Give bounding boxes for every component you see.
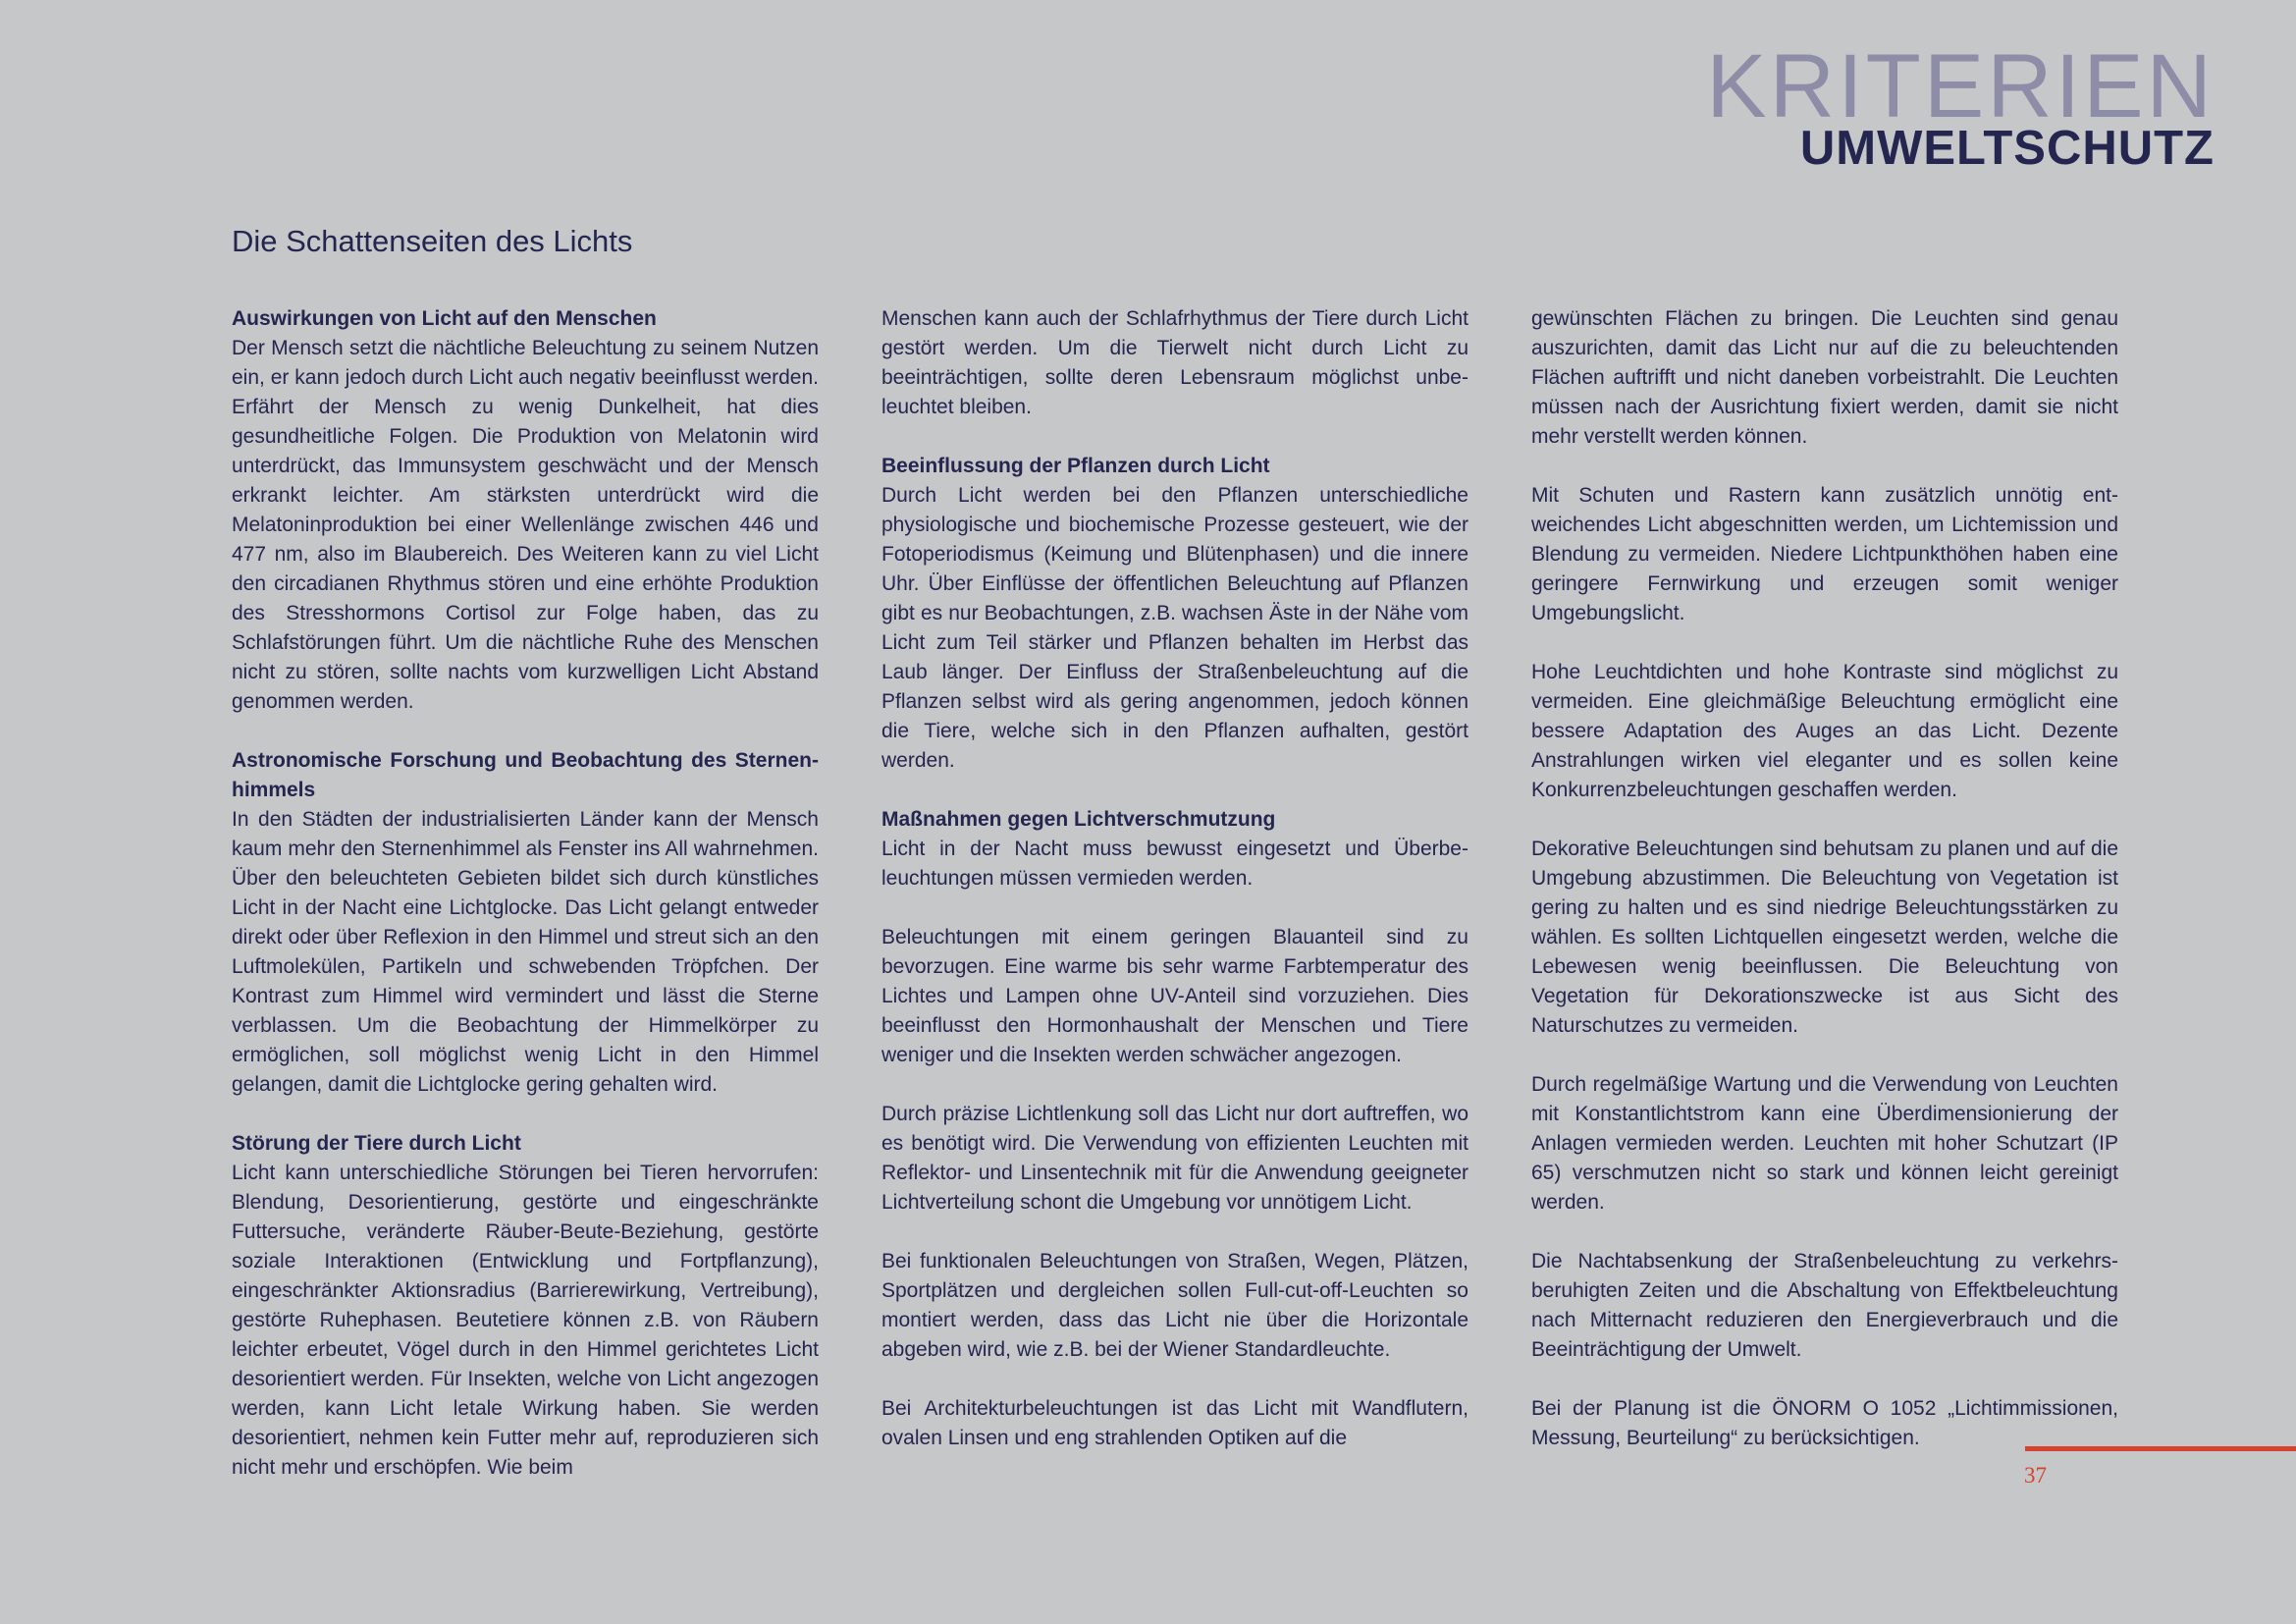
section-heading: Beeinflussung der Pflanzen durch Licht: [881, 455, 1270, 477]
section-heading: Auswirkungen von Licht auf den Menschen: [232, 307, 657, 330]
paragraph-text: Menschen kann auch der Schlafrhythmus der Tiere durch Licht gestört werden. Um die Tierwelt nicht durch Licht zu beeinträchtigen, sollte deren Lebensraum möglichst unbeleuchtet bleiben.: [881, 307, 1468, 418]
paragraph: [881, 452, 1468, 776]
section-heading: Astronomische Forschung und Beobachtung des Sternenhimmels: [232, 749, 819, 801]
paragraph: [1531, 304, 2118, 452]
paragraph-text: Bei Architekturbeleuchtungen ist das Licht mit Wandflutern, ovalen Linsen und eng strahlenden Optiken auf die: [881, 1397, 1468, 1449]
section-header: [1706, 36, 2215, 175]
paragraph-text: In den Städten der industrialisierten Länder kann der Mensch kaum mehr den Sternenhimmel als Fenster ins All wahrnehmen. Über den beleuchteten Gebieten bildet sich durch künstliches Licht in der Nacht eine Lichtglocke. Das Licht gelangt entweder direkt oder über Reflexion in den Himmel und streut sich an den Luftmolekülen, Partikeln und schwebenden Tröpfchen. Der Kontrast zum Himmel wird vermindert und lässt die Sterne verblassen. Um die Beobachtung der Himmelkörper zu ermöglichen, soll möglichst wenig Licht in den Himmel gelangen, damit die Lichtglocke gering gehalten wird.: [232, 808, 819, 1096]
page-number: 37: [2024, 1463, 2047, 1488]
text-column-2: [881, 304, 1468, 1453]
paragraph: [881, 805, 1468, 893]
paragraph-text: Beleuchtungen mit einem geringen Blauanteil sind zu bevorzugen. Eine warme bis sehr warme Farbtemperatur des Lichtes und Lampen ohne UV-Anteil sind vorzuziehen. Dies beeinflusst den Hormonhaushalt der Menschen und Tiere weniger und die Insekten werden schwächer angezogen.: [881, 926, 1468, 1066]
text-column-3: [1531, 304, 2118, 1453]
paragraph-text: Durch regelmäßige Wartung und die Verwendung von Leuchten mit Konstantlichtstrom kann eine Überdimensionierung der Anlagen vermieden werden. Leuchten mit hoher Schutzart (IP 65) verschmutzen nicht so stark und können leicht gereinigt werden.: [1531, 1073, 2118, 1214]
accent-line: [2025, 1446, 2296, 1451]
paragraph: [1531, 835, 2118, 1041]
paragraph-text: gewünschten Flächen zu bringen. Die Leuchten sind genau auszurichten, damit das Licht nur auf die zu beleuchtenden Flächen auftrifft und nicht daneben vorbeistrahlt. Die Leuchten müssen nach der Ausrichtung fixiert werden, damit sie nicht mehr verstellt werden können.: [1531, 307, 2118, 448]
header-title-umweltschutz: UMWELTSCHUTZ: [1799, 122, 2215, 175]
paragraph-text: Bei funktionalen Beleuchtungen von Straßen, Wegen, Plätzen, Sportplätzen und dergleichen sollen Full-cut-off-Leuchten so montiert werden, dass das Licht nie über die Horizontale abgeben wird, wie z.B. bei der Wiener Standardleuchte.: [881, 1250, 1468, 1361]
paragraph: [232, 746, 819, 1100]
paragraph: [1531, 481, 2118, 628]
paragraph: [1531, 658, 2118, 805]
paragraph: [1531, 1247, 2118, 1365]
text-column-1: [232, 304, 819, 1483]
paragraph: [232, 1129, 819, 1483]
paragraph: [881, 923, 1468, 1070]
paragraph: [1531, 1394, 2118, 1453]
paragraph-text: Licht in der Nacht muss bewusst eingesetzt und Überbeleuchtungen müssen vermieden werden.: [881, 838, 1468, 890]
paragraph-text: Bei der Planung ist die ÖNORM O 1052 „Lichtimmissionen, Messung, Beurteilung“ zu berücksichtigen.: [1531, 1397, 2118, 1449]
paragraph-text: Durch präzise Lichtlenkung soll das Licht nur dort auftreffen, wo es benötigt wird. Die Verwendung von effizienten Leuchten mit Reflektor- und Linsentechnik mit für die Anwendung geeigneter Lichtverteilung schont die Umgebung vor unnötigem Licht.: [881, 1103, 1468, 1214]
paragraph: [881, 1100, 1468, 1218]
paragraph-text: Die Nachtabsenkung der Straßenbeleuchtung zu verkehrsberuhigten Zeiten und die Abschaltung von Effektbeleuchtung nach Mitternacht reduzieren den Energieverbrauch und die Beeinträchtigung der Umwelt.: [1531, 1250, 2118, 1361]
paragraph-text: Hohe Leuchtdichten und hohe Kontraste sind möglichst zu vermeiden. Eine gleichmäßige Beleuchtung ermöglicht eine bessere Adaptation des Auges an das Licht. Dezente Anstrahlungen wirken viel eleganter und es sollen keine Konkurrenzbeleuchtungen geschaffen werden.: [1531, 661, 2118, 801]
paragraph-text: Dekorative Beleuchtungen sind behutsam zu planen und auf die Umgebung abzustimmen. Die Beleuchtung von Vegetation ist gering zu halten und es sind niedrige Beleuchtungsstärken zu wählen. Es sollten Lichtquellen eingesetzt werden, welche die Lebewesen wenig beeinflussen. Die Beleuchtung von Vegetation für Dekorationszwecke ist aus Sicht des Naturschutzes zu vermeiden.: [1531, 838, 2118, 1037]
paragraph-text: Durch Licht werden bei den Pflanzen unterschiedliche physiologische und biochemische Prozesse gesteuert, wie der Fotoperiodismus (Keimung und Blütenphasen) und die innere Uhr. Über Einflüsse der öffentlichen Beleuchtung auf Pflanzen gibt es nur Beobachtungen, z.B. wachsen Äste in der Nähe vom Licht zum Teil stärker und Pflanzen behalten im Herbst das Laub länger. Der Einfluss der Straßenbeleuchtung auf die Pflanzen selbst wird als gering angenommen, jedoch können die Tiere, welche sich in den Pflanzen aufhalten, gestört werden.: [881, 484, 1468, 772]
paragraph-text: Licht kann unterschiedliche Störungen bei Tieren hervorrufen: Blendung, Desorientierung, gestörte und eingeschränkte Futtersuche, veränderte Räuber-Beute-Beziehung, gestörte soziale Interaktionen (Entwicklung und Fortpflanzung), eingeschränkter Aktionsradius (Barrierewirkung, Vertreibung), gestörte Ruhephasen. Beutetiere können z.B. von Räubern leichter erbeutet, Vögel durch in den Himmel gerichtetes Licht desorientiert werden. Für Insekten, welche von Licht angezogen werden, kann Licht letale Wirkung haben. Sie werden desorientiert, nehmen kein Futter mehr auf, reproduzieren sich nicht mehr und erschöpfen. Wie beim: [232, 1162, 819, 1479]
paragraph-text: Der Mensch setzt die nächtliche Beleuchtung zu seinem Nutzen ein, er kann jedoch durch Licht auch negativ beeinflusst werden. Erfährt der Mensch zu wenig Dunkelheit, hat dies gesundheitliche Folgen. Die Produktion von Melatonin wird unterdrückt, das Immunsystem geschwächt und der Mensch erkrankt leichter. Am stärksten unterdrückt wird die Melatoninproduktion bei einer Wellenlänge zwischen 446 und 477 nm, also im Blaubereich. Des Weiteren kann zu viel Licht den circadianen Rhythmus stören und eine erhöhte Produktion des Stresshormons Cortisol zur Folge haben, das zu Schlafstörungen führt. Um die nächtliche Ruhe des Menschen nicht zu stören, sollte nachts vom kurzwelligen Licht Abstand genommen werden.: [232, 337, 819, 713]
paragraph: [1531, 1070, 2118, 1218]
page-title: Die Schattenseiten des Lichts: [232, 224, 633, 258]
paragraph: [881, 304, 1468, 422]
paragraph-text: Mit Schuten und Rastern kann zusätzlich unnötig entweichendes Licht abgeschnitten werden, um Lichtemission und Blendung zu vermeiden. Niedere Lichtpunkthöhen haben eine geringere Fernwirkung und erzeugen somit weniger Umgebungslicht.: [1531, 484, 2118, 624]
paragraph: [232, 304, 819, 717]
paragraph: [881, 1394, 1468, 1453]
section-heading: Störung der Tiere durch Licht: [232, 1132, 521, 1155]
paragraph: [881, 1247, 1468, 1365]
header-title-kriterien: KRITERIEN: [1706, 36, 2215, 136]
section-heading: Maßnahmen gegen Lichtverschmutzung: [881, 808, 1276, 831]
